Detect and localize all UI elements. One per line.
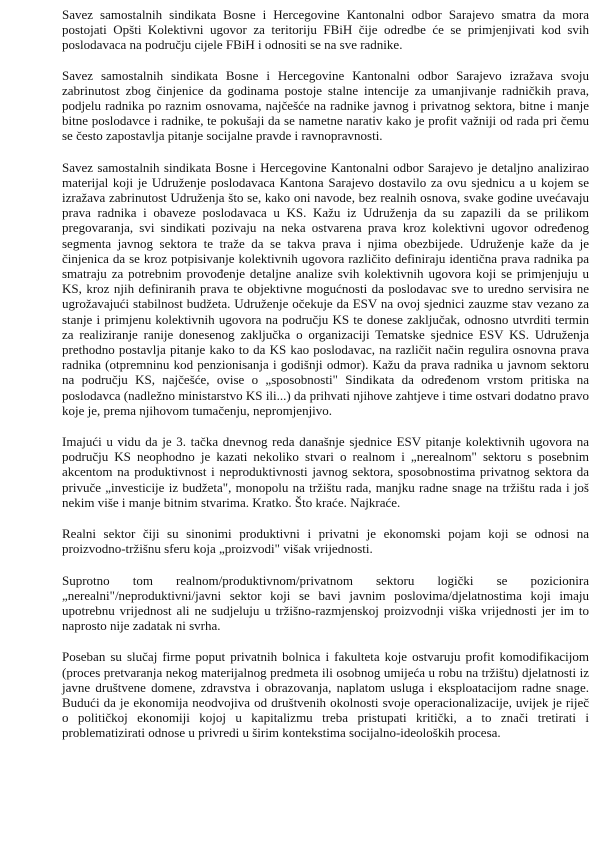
paragraph-tacka-dnevnog-reda: Imajući u vidu da je 3. tačka dnevnog reda današnje sjednice ESV pitanje kolektivnih ugovora na području KS neophodno je kazati nekoliko stvari o realnom i „nerealnom" sektoru s posebnim akcentom na produktivnost i neproduktivnosti javnog sektora, sposobnostima privatnog sektora da privuče „investicije iz budžeta", monopolu na tržištu rada, manjku radne snage na tržištu rada i još nekim više i manje bitnim stvarima. Kratko. Što kraće. Najkraće. — [62, 434, 589, 510]
paragraph-zabrinutost: Savez samostalnih sindikata Bosne i Hercegovine Kantonalni odbor Sarajevo izražava svoju zabrinutost zbog činjenice da godinama postoje stalne intencije za umanjivanje radničkih prava, podjelu radnika po raznim osnovama, najčešće na radnike javnog i privatnog sektora, bitne i manje bitne poslodavce i radnike, te pokušaji da se nametne narativ kako je profit važniji od rada pri čemu se često zapostavlja pitanje socijalne pravde i ravnopravnosti. — [62, 67, 589, 144]
paragraph-realni-sektor: Realni sektor čiji su sinonimi produktivni i privatni je ekonomski pojam koji se odnosi na proizvodno-tržišnu sferu koja „proizvodi" višak vrijednosti. — [62, 526, 589, 557]
paragraph-udruzenje-poslodavaca: Savez samostalnih sindikata Bosne i Hercegovine Kantonalni odbor Sarajevo je detaljno analizirao materijal koji je Udruženje poslodavaca Kantona Sarajevo dostavilo za ovu sjednicu a u kojem se izražava zabrinutost Udruženja što se, kako oni navode, bez realnih osnova, svake godine uvećavaju prava radnika i obaveze poslodavaca u KS. Kažu iz Udruženja da su zapazili da se prilikom pregovaranja, svi sindikati pozivaju na neka ostvarena prava kroz kolektivni ugovor određenog segmenta javnog sektora te traže da se takva prava i njima obezbijede. Udruženje kaže da je činjenica da se kroz potpisivanje kolektivnih ugovora različito definiraju identična prava radnika pa smatraju za potrebnim provođenje detaljne analize svih kolektivnih ugovora koji se primjenjuju u KS, kroz njih definiranih prava te objektivne mogućnosti da poslodavac sve to uredno servisira ne ugrožavajući stabilnost budžeta. Udruženje očekuje da ESV na ovoj sjednici zauzme stav vezano za stanje i primjenu kolektivnih ugovora na području KS te donese zaključak, odnosno utvrditi termin za realiziranje ranije donesenog zaključka o organizaciji Tematske sjednice ESV KS. Udruženja prethodno postavlja pitanje kako to da KS kao poslodavac, na različit način regulira osnovna prava radnika (otpremninu kod penzionisanja i godišnji odmor). Kažu da prava radnika u javnom sektoru na području KS, najčešće, ovise o „sposobnosti" Sindikata da određenom vrstom pritiska na poslodavca (nadležno ministarstvo KS ili...) da prihvati njihove zahtjeve i time ostvari dodatno pravo koje je, prema njihovom tumačenju, nepromjenjivo. — [62, 159, 589, 418]
paragraph-nerealni-sektor: Suprotno tom realnom/produktivnom/privatnom sektoru logički se pozicionira „nerealni"/neproduktivni/javni sektor koji se bavi javnim poslovima/djelatnostima koji imaju upotrebnu vrijednost ali ne sudjeluju u tržišno-razmjenskoj proizvodnji viška vrijednosti jer im to naprosto nije zadatak ni svrha. — [62, 572, 589, 634]
paragraph-privatne-bolnice: Poseban su slučaj firme poput privatnih bolnica i fakulteta koje ostvaruju profit komodifikacijom (proces pretvaranja nekog materijalnog predmeta ili osobnog umijeća u robu na tržištu) djelatnosti iz javne društvene domene, zdravstva i obrazovanja, naplatom usluga i eksploatacijom radne snage. Budući da je ekonomija neodvojiva od društvenih okolnosti svoje operacionalizacije, uvijek je riječ o političkoj ekonomiji kojoj u kapitalizmu treba pristupati kritički, a to znači tretirati i problematizirati odnose u privredi u širim kontekstima socijalno-ideoloških procesa. — [62, 649, 589, 741]
paragraph-opsti-kolektivni-ugovor: Savez samostalnih sindikata Bosne i Hercegovine Kantonalni odbor Sarajevo smatra da mora postojati Opšti Kolektivni ugovor za teritoriju FBiH čije odredbe će se primjenjivati kod svih poslodavaca na području cijele FBiH i odnositi se na sve radnike. — [62, 7, 589, 53]
